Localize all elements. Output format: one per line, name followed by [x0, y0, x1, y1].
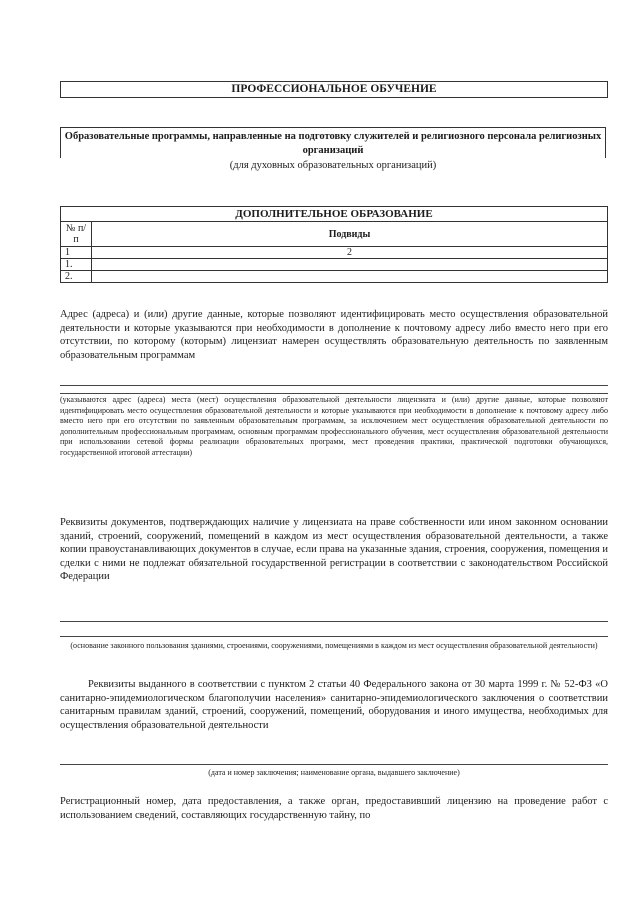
row-value: [92, 271, 608, 283]
additional-education-title: ДОПОЛНИТЕЛЬНОЕ ОБРАЗОВАНИЕ: [61, 207, 608, 222]
programs-title: Образовательные программы, направленные на подготовку служителей и религиозного персонала религиозных организаций: [60, 127, 606, 158]
table-row: [61, 247, 608, 259]
col-num-header: № п/п: [61, 222, 92, 247]
sanitary-paragraph: Реквизиты выданного в соответствии с пунктом 2 статьи 40 Федерального закона от 30 марта 1999 г. № 52-ФЗ «О санитарно-эпидемиологическом благополучии населения» санитарно-эпидемиологического заключения о соответствии санитарным правилам зданий, строений, сооружений, помещений, оборудования и иного имущества, необходимых для осуществления образовательной деятельности: [60, 679, 608, 731]
sanitary-fill-line: [60, 764, 608, 765]
documents-fill-line-2: [60, 636, 608, 637]
sanitary-note: (дата и номер заключения; наименование органа, выдавшего заключение): [208, 768, 460, 777]
address-fill-line: [60, 385, 608, 386]
documents-paragraph: Реквизиты документов, подтверждающих наличие у лицензиата на праве собственности или ином законном основании зданий, строений, сооружений, помещений в каждом из мест осуществления образовательной деятельности, а также копии правоустанавливающих документов в случае, если права на указанные здания, строения, сооружения, помещения и сделки с ними не подлежат обязательной государственной регистрации в соответствии с законодательством Российской Федерации: [60, 517, 608, 582]
row-num: 1: [61, 247, 92, 259]
additional-education-table: [60, 206, 608, 283]
registration-paragraph: Регистрационный номер, дата предоставления, а также орган, предоставивший лицензию на проведение работ с использованием сведений, составляющих государственную тайну, по: [60, 796, 608, 821]
row-value: [92, 259, 608, 271]
section-title: ПРОФЕССИОНАЛЬНОЕ ОБУЧЕНИЕ: [60, 81, 608, 98]
row-num: 1.: [61, 259, 92, 271]
col-subtype-header: Подвиды: [92, 222, 608, 247]
documents-fill-line: [60, 621, 608, 622]
row-num: 2.: [61, 271, 92, 283]
table-row: [61, 259, 608, 271]
documents-note: (основание законного пользования зданиями, строениями, сооружениями, помещениями в каждом из мест осуществления образовательной деятельности): [70, 641, 598, 650]
address-note: (указываются адрес (адреса) места (мест) осуществления образовательной деятельности лицензиата и (или) другие данные, которые позволяют идентифицировать место осуществления образовательной деятельности и которые указываются при необходимости в дополнение к почтовому адресу либо вместо него при его отсутствии по заявленным образовательным программам, за исключением мест осуществления образовательной деятельности по дополнительным профессиональным программам, основным программам профессионального обучения, мест осуществления образовательной деятельности при использовании сетевой формы реализации образовательных программ, мест проведения практики, практической подготовки обучающихся, государственной итоговой аттестации): [60, 395, 608, 457]
row-value: 2: [92, 247, 608, 259]
address-fill-line-2: [60, 393, 608, 394]
programs-note: (для духовных образовательных организаций): [229, 160, 437, 171]
table-row: [61, 271, 608, 283]
address-paragraph: Адрес (адреса) и (или) другие данные, которые позволяют идентифицировать место осуществления образовательной деятельности и которые указываются при необходимости в дополнение к почтовому адресу либо вместо него при его отсутствии, по которому (которым) лицензиат намерен осуществлять образовательную деятельность по заявленным образовательным программам: [60, 309, 608, 361]
